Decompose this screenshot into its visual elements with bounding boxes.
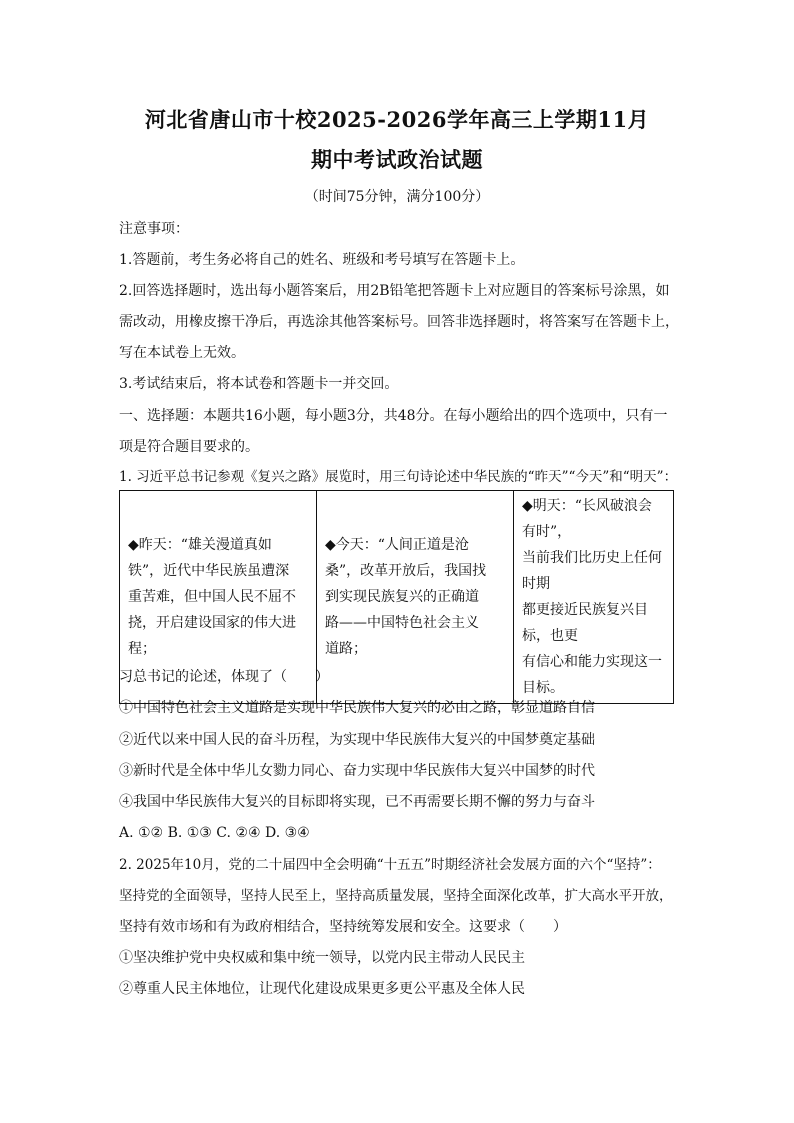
section-heading: 一、选择题：本题共16小题，每小题3分，共48分。在每小题给出的四个选项中，只有一	[119, 408, 668, 424]
q1-option: ①中国特色社会主义道路是实现中华民族伟大复兴的必由之路，彰显道路自信	[119, 700, 595, 716]
notes-item: 需改动，用橡皮擦干净后，再选涂其他答案标号。回答非选择题时，将答案写在答题卡上，	[119, 314, 679, 330]
exam-subtitle: （时间75分钟，满分100分）	[304, 189, 490, 205]
q1-choices: A. ①② B. ①③ C. ②④ D. ③④	[119, 825, 310, 841]
q1-cell-line: 重苦难，但中国人民不屈不	[128, 589, 296, 605]
section-heading-cont: 项是符合题目要求的。	[119, 439, 259, 455]
notes-item: 1.答题前，考生务必将自己的姓名、班级和考号填写在答题卡上。	[119, 252, 525, 268]
q1-cell-line: ◆明天：“长风破浪会有时”，	[522, 498, 652, 540]
q1-cell-line: 程；	[128, 641, 156, 657]
q2-stem-cont: 坚持党的全面领导，坚持人民至上，坚持高质量发展，坚持全面深化改革，扩大高水平开放，	[119, 888, 673, 904]
notes-item: 2.回答选择题时，选出每小题答案后，用2B铅笔把答题卡上对应题目的答案标号涂黑，如	[119, 283, 670, 299]
q1-cell-line: 当前我们比历史上任何时期	[522, 550, 662, 592]
q1-cell-line: 挠，开启建设国家的伟大进	[128, 615, 296, 631]
notes-item: 写在本试卷上无效。	[119, 345, 245, 361]
q1-cell-line: 铁”，近代中华民族虽遭深	[128, 563, 290, 579]
notes-heading: 注意事项：	[119, 221, 189, 237]
q1-cell-line: 路——中国特色社会主义	[325, 615, 479, 631]
q1-option: ④我国中华民族伟大复兴的目标即将实现，已不再需要长期不懈的努力与奋斗	[119, 794, 595, 810]
q1-cell-line: ◆今天：“人间正道是沧	[325, 537, 469, 553]
q1-cell-line: 有信心和能力实现这一目标。	[522, 654, 662, 696]
q2-stem-cont: 坚持有效市场和有为政府相结合，坚持统筹发展和安全。这要求（ ）	[119, 919, 567, 935]
q1-cell-line: 都更接近民族复兴目标，也更	[522, 602, 648, 644]
q1-question: 习总书记的论述，体现了（ ）	[119, 669, 329, 685]
q1-cell-line: 桑”，改革开放后，我国找	[325, 563, 487, 579]
q1-option: ③新时代是全体中华儿女勠力同心、奋力实现中华民族伟大复兴中国梦的时代	[119, 763, 595, 779]
q1-option: ②近代以来中国人民的奋斗历程，为实现中华民族伟大复兴的中国梦奠定基础	[119, 732, 595, 748]
q1-stem: 1. 习近平总书记参观《复兴之路》展览时，用三句诗论述中华民族的“昨天”“今天”和“明天”：	[119, 469, 678, 485]
q1-cell-line: 道路；	[325, 641, 367, 657]
q2-stem: 2. 2025年10月，党的二十届四中全会明确“十五五”时期经济社会发展方面的六个“坚持”：	[119, 857, 661, 873]
q2-option: ②尊重人民主体地位，让现代化建设成果更多更公平惠及全体人民	[119, 981, 525, 997]
q2-option: ①坚决维护党中央权威和集中统一领导，以党内民主带动人民民主	[119, 950, 525, 966]
q1-cell-line: ◆昨天：“雄关漫道真如	[128, 537, 272, 553]
exam-title-line2: 期中考试政治试题	[311, 147, 483, 172]
notes-item: 3.考试结束后，将本试卷和答题卡一并交回。	[119, 376, 399, 392]
q1-cell-line: 到实现民族复兴的正确道	[325, 589, 479, 605]
exam-title-line1: 河北省唐山市十校2025-2026学年高三上学期11月	[144, 107, 650, 132]
